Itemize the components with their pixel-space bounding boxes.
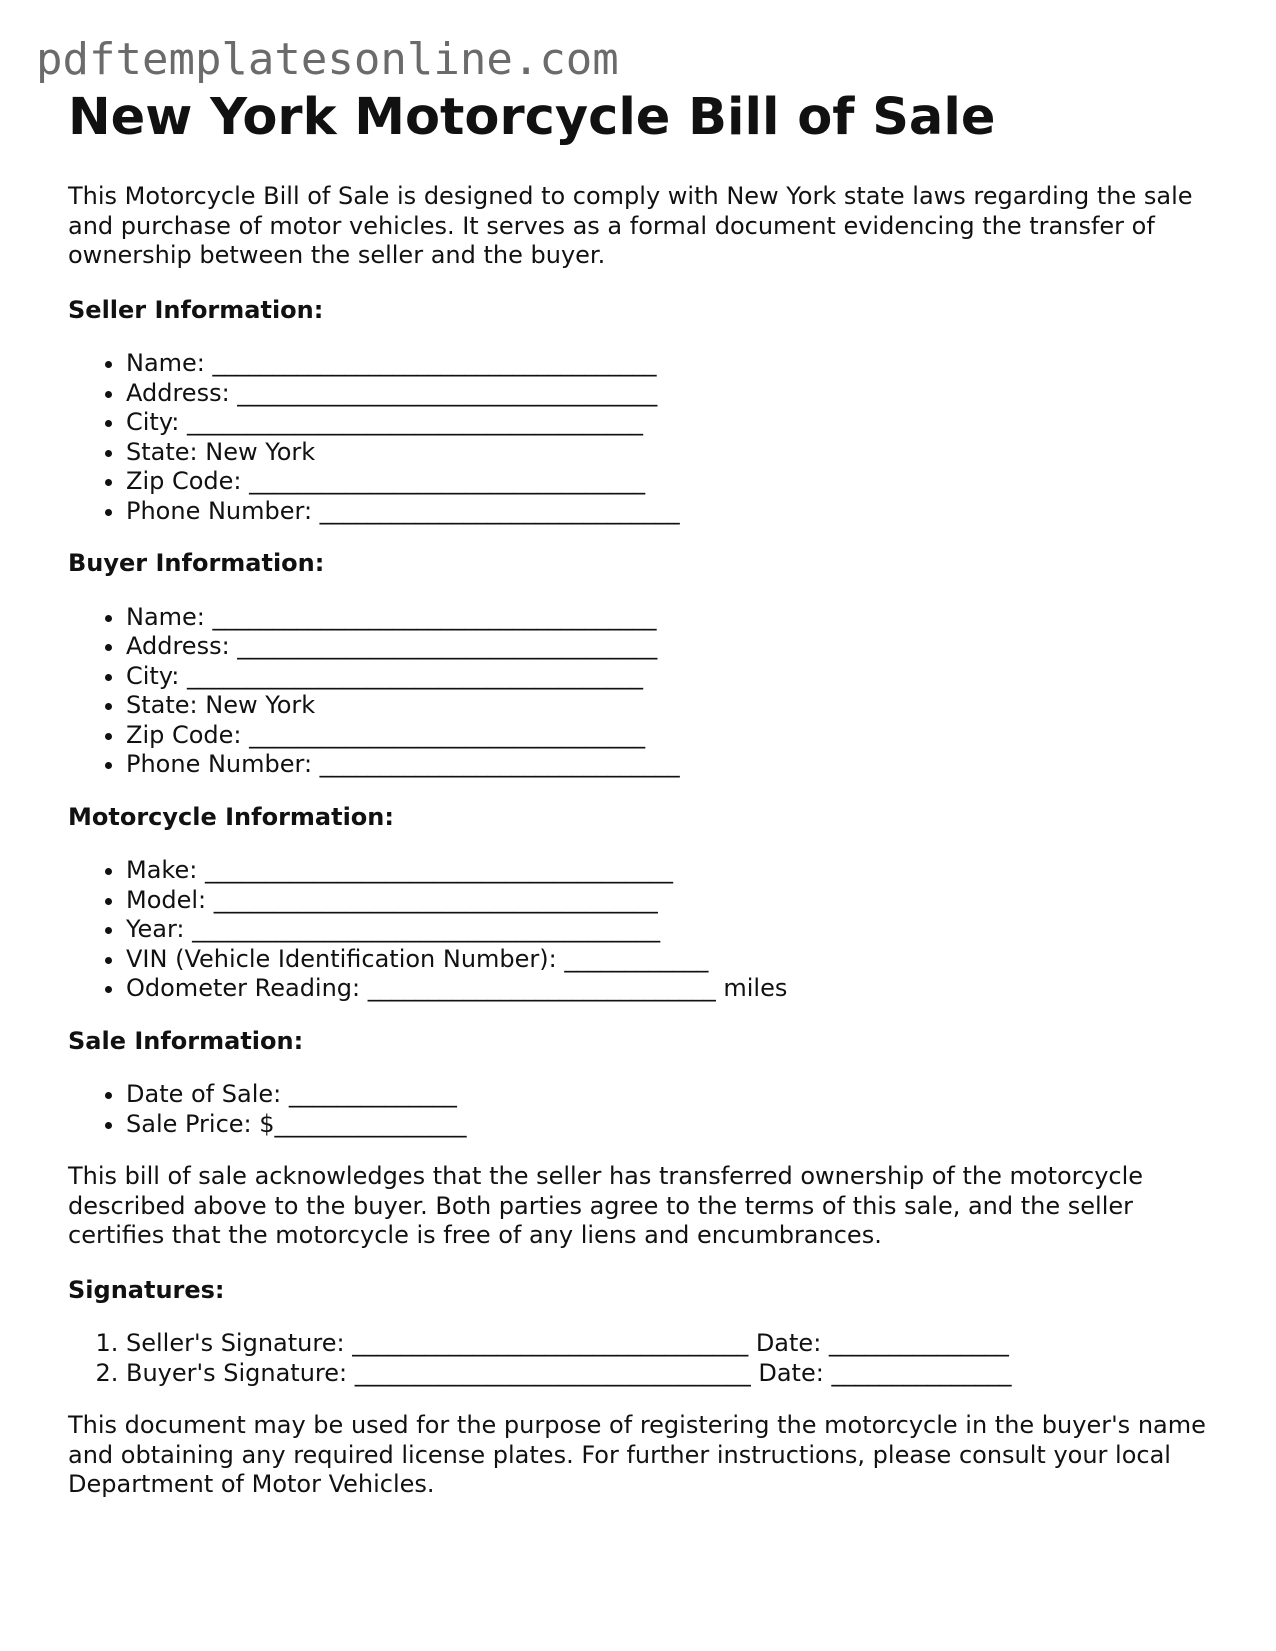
closing-paragraph: This document may be used for the purpose of registering the motorcycle in the buyer's name and obtaining any required license plates. For further instructions, please consult your local Department of Motor Vehicles. (68, 1411, 1206, 1498)
motorcycle-heading: Motorcycle Information: (68, 802, 394, 831)
model-field[interactable]: • Model: _____________________________________ (126, 886, 1208, 916)
document-title: New York Motorcycle Bill of Sale (68, 88, 996, 147)
buyer-signature-line[interactable]: 2. Buyer's Signature: _________________________________ Date: _______________ (126, 1359, 1208, 1389)
buyer-fields (68, 603, 1208, 780)
sale-heading: Sale Information: (68, 1026, 304, 1055)
motorcycle-fields (68, 856, 1208, 1004)
sale-price-field[interactable]: • Sale Price: $________________ (126, 1110, 1208, 1140)
sale-fields (68, 1080, 1208, 1139)
document-body (68, 182, 1208, 1500)
seller-zip-field[interactable]: • Zip Code: _________________________________ (126, 467, 1208, 497)
seller-phone-field[interactable]: • Phone Number: ______________________________ (126, 497, 1208, 527)
seller-fields (68, 349, 1208, 526)
odometer-field[interactable]: • Odometer Reading: _____________________________ miles (126, 974, 1208, 1004)
seller-name-field[interactable]: • Name: _____________________________________ (126, 349, 1208, 379)
sale-date-field[interactable]: • Date of Sale: ______________ (126, 1080, 1208, 1110)
seller-state-field: • State: New York (126, 438, 1208, 468)
signature-lines (68, 1329, 1208, 1388)
year-field[interactable]: • Year: _______________________________________ (126, 915, 1208, 945)
buyer-city-field[interactable]: • City: ______________________________________ (126, 662, 1208, 692)
seller-address-field[interactable]: • Address: ___________________________________ (126, 379, 1208, 409)
acknowledgement-paragraph: This bill of sale acknowledges that the seller has transferred ownership of the motorcycle described above to the buyer. Both parties agree to the terms of this sale, and the seller certifies that the motorcycle is free of any liens and encumbrances. (68, 1162, 1144, 1249)
buyer-zip-field[interactable]: • Zip Code: _________________________________ (126, 721, 1208, 751)
seller-heading: Seller Information: (68, 295, 324, 324)
intro-paragraph: This Motorcycle Bill of Sale is designed to comply with New York state laws regarding the sale and purchase of motor vehicles. It serves as a formal document evidencing the transfer of ownership between the seller and the buyer. (68, 182, 1193, 269)
buyer-name-field[interactable]: • Name: _____________________________________ (126, 603, 1208, 633)
watermark: pdftemplatesonline.com (36, 34, 619, 85)
signatures-heading: Signatures: (68, 1275, 225, 1304)
make-field[interactable]: • Make: _______________________________________ (126, 856, 1208, 886)
vin-field[interactable]: • VIN (Vehicle Identification Number): ____________ (126, 945, 1208, 975)
seller-signature-line[interactable]: 1. Seller's Signature: _________________________________ Date: _______________ (126, 1329, 1208, 1359)
seller-city-field[interactable]: • City: ______________________________________ (126, 408, 1208, 438)
buyer-phone-field[interactable]: • Phone Number: ______________________________ (126, 750, 1208, 780)
buyer-heading: Buyer Information: (68, 549, 325, 577)
buyer-address-field[interactable]: • Address: ___________________________________ (126, 632, 1208, 662)
buyer-state-field: • State: New York (126, 691, 1208, 721)
